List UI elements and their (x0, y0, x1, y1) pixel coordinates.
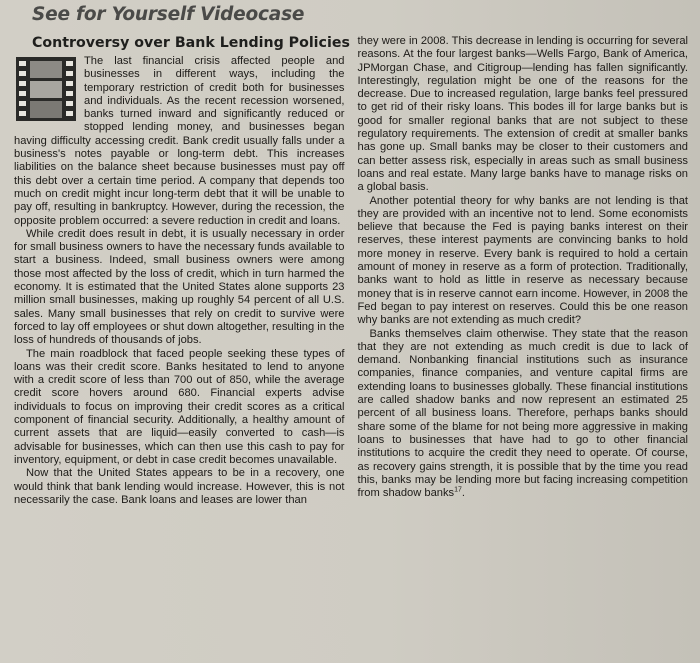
article-title: Controversy over Bank Lending Policies (32, 35, 350, 51)
paragraph-1-wrapper (14, 55, 345, 228)
paragraph-5: they were in 2008. This decrease in lending is occurring for several reasons. At the four largest banks—Wells Fargo, Bank of America, JPMorgan Chase, and Citigroup—lending has fallen significantly. Interestingly, regulation might be one of the reasons for the decrease. Due to increased regulation, large banks feel pressured to get rid of their risky loans. This bodes ill for large banks but is good for smaller regional banks that are not subject to these regulatory requirements. The extension of credit at smaller banks has gone up. Small banks may be closer to their customers and can better assess risk, especially in areas such as small business loans and real estate. Many large banks have to manage risks on a global basis. (357, 35, 688, 194)
paragraph-7: Banks themselves claim otherwise. They state that the reason that they are not extending as much credit is due to lack of demand. Nonbanking financial institutions such as insurance companies, finance companies, and venture capital firms are extending loans to businesses globally. These financial institutions are called shadow banks and now represent an estimated 25 percent of all business loans. Therefore, perhaps banks should share some of the blame for not being more aggressive in making loans to businesses that have had to go to other financial institutions to acquire the credit they need to operate. Of course, as recovery gains strength, it is possible that by the time you read this, banks may be lending more but facing increasing competition from shadow banks (357, 327, 688, 500)
videocase-heading: See for Yourself Videocase (32, 4, 305, 25)
film-strip-icon (16, 57, 76, 121)
paragraph-3: The main roadblock that faced people seeking these types of loans was their credit score. Banks hesitated to lend to anyone with a credit score of less than 700 out of 850, while the average credit score hovers around 680. Financial experts advise individuals to focus on improving their credit scores as a critical component of financial security. Additionally, a healthy amount of current assets that are liquid—easily converted to cash—is advisable for businesses, which can then use this cash to pay for inventory, equipment, or debt in case credit becomes unavailable. (14, 347, 345, 466)
paragraph-4: Now that the United States appears to be in a recovery, one would think that bank lending would increase. However, this is not necessarily the case. Bank loans and leases are lower than (14, 467, 345, 506)
paragraph-2: While credit does result in debt, it is usually necessary in order for small business owners to have the necessary funds available to start a business. Indeed, small business owners were among those most affected by the loss of credit, which in turn harmed the economy. It is estimated that the United States alone supports 23 million small businesses, making up roughly 54 percent of all U.S. sales. Many small businesses that rely on credit to survive were forced to lay off employees or shut down altogether, resulting in the loss of hundreds of thousands of jobs. (14, 227, 345, 347)
paragraph-1: The last financial crisis affected people and businesses in different ways, including the temporary restriction of credit both for businesses and individuals. As the recent recession worsened, banks turned inward and significantly reduced or stopped lending money, and businesses began having difficulty accessing credit. Bank credit usually falls under a business's notes payable or long-term debt. This increases liabilities on the balance sheet because businesses must pay off this debt over a certain time period. A company that depends too much on credit might incur long-term debt that it will be unable to pay off, resulting in bankruptcy. However, during the recession, the opposite problem occurred: a severe reduction in credit and loans. (14, 55, 345, 227)
paragraph-6: Another potential theory for why banks are not lending is that they are provided with an incentive not to lend. Some economists believe that because the Fed is paying banks interest on their reserves, these interest payments are convincing banks to hold more money in reserve. Every bank is required to hold a certain amount of money in reserve as a form of protection. Traditionally, banks want to hold as little in reserve as necessary because money that is in reserve cannot earn income. However, in 2008 the Fed began to pay interest on reserves. Could this be one reason why banks are not extending as much credit? (357, 194, 688, 327)
left-column (14, 55, 345, 507)
paragraph-7-wrapper (358, 328, 689, 501)
right-column (358, 35, 689, 507)
footnote-reference: 17 (454, 486, 462, 494)
closing-period: . (461, 487, 466, 500)
